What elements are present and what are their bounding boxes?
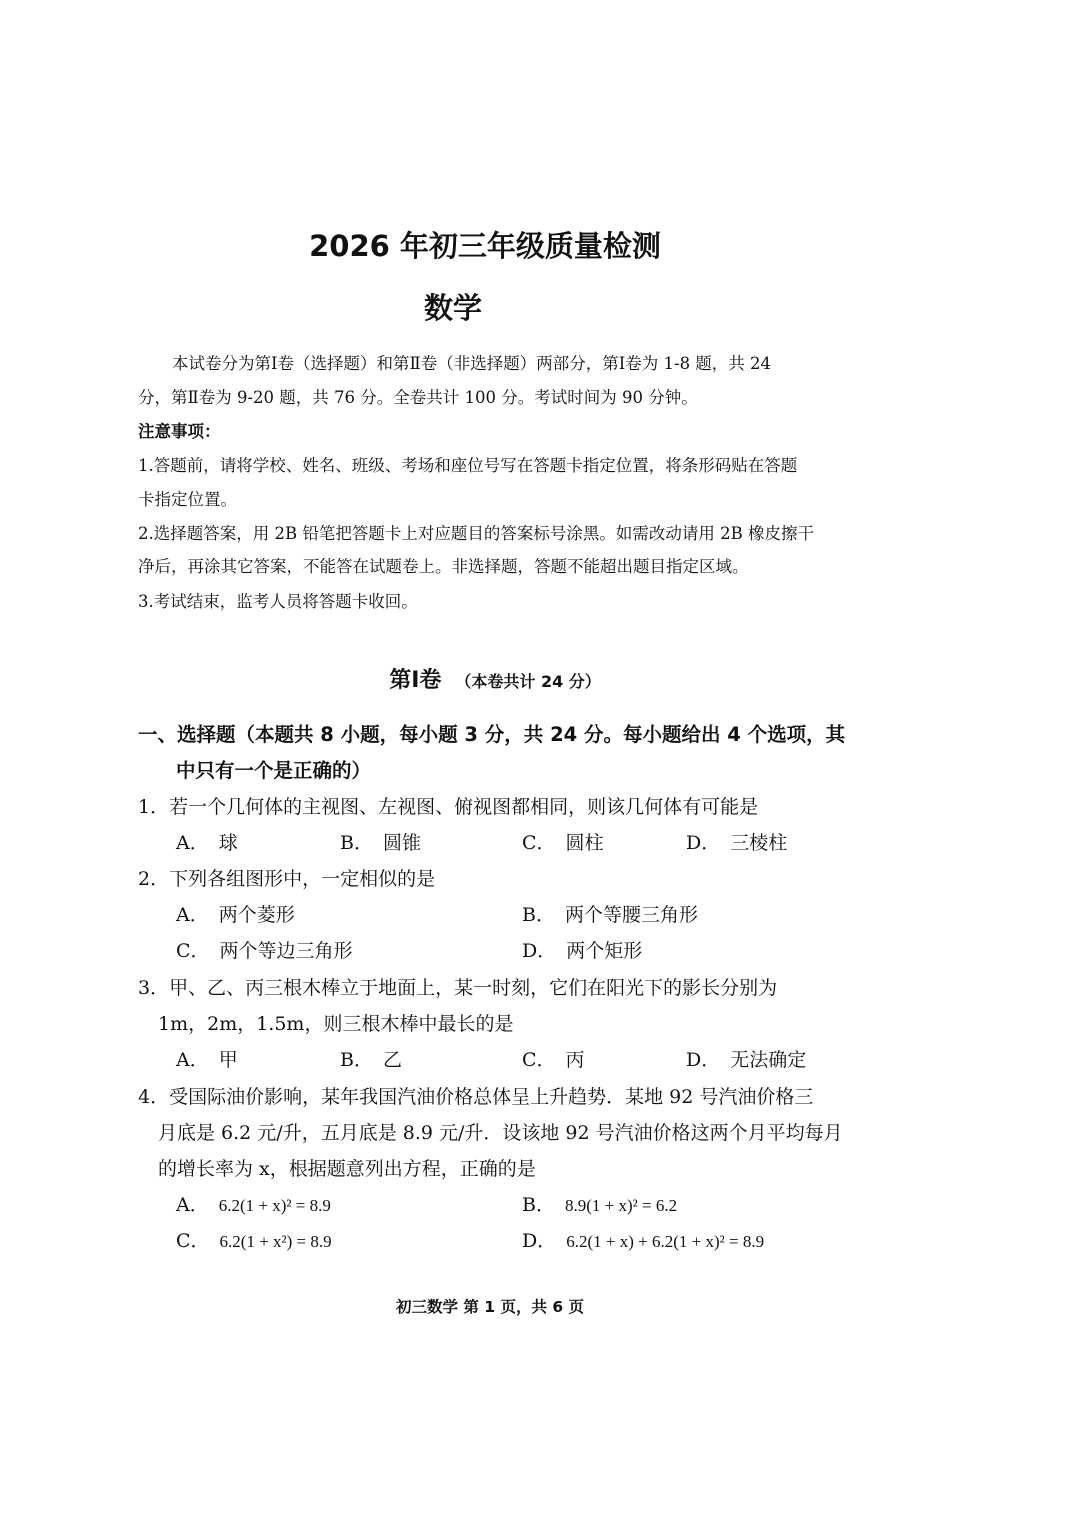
notice-line: 净后，再涂其它答案，不能答在试题卷上。非选择题，答题不能超出题目指定区域。 — [138, 557, 749, 576]
q4-option-b — [522, 1190, 677, 1217]
q4-option-a — [176, 1190, 331, 1217]
option-label: A． — [176, 1049, 209, 1071]
question-4-stem: 的增长率为 x，根据题意列出方程，正确的是 — [158, 1158, 536, 1180]
option-label: B． — [522, 1194, 555, 1216]
q2-option-d — [522, 936, 642, 963]
question-4-stem: 月底是 6.2 元/升，五月底是 8.9 元/升．设该地 92 号汽油价格这两个月平均每月 — [158, 1122, 843, 1144]
exam-title: 2026 年初三年级质量检测 — [309, 229, 661, 263]
option-label: D． — [522, 1230, 557, 1252]
option-label: B． — [340, 1049, 373, 1071]
option-text: 乙 — [382, 1049, 402, 1071]
option-label: B． — [522, 904, 555, 926]
question-3-stem: 3．甲、乙、丙三根木棒立于地面上，某一时刻，它们在阳光下的影长分别为 — [138, 977, 778, 999]
option-text: 三棱柱 — [730, 832, 788, 854]
option-label: A． — [176, 832, 209, 854]
q4-option-d — [522, 1226, 764, 1253]
option-label: B． — [340, 832, 373, 854]
option-text: 两个菱形 — [218, 904, 295, 926]
option-formula: 8.9(1 + x)² = 6.2 — [564, 1196, 678, 1215]
notice-line: 2.选择题答案，用 2B 铅笔把答题卡上对应题目的答案标号涂黑。如需改动请用 2B 橡皮擦干 — [138, 524, 814, 543]
section-heading — [0, 663, 990, 694]
question-3-stem: 1m，2m，1.5m，则三根木棒中最长的是 — [158, 1013, 514, 1035]
option-text: 圆锥 — [382, 832, 421, 854]
q1-option-c — [522, 828, 604, 855]
q2-option-c — [176, 936, 353, 963]
q3-option-a — [176, 1045, 238, 1072]
option-text: 无法确定 — [730, 1049, 807, 1071]
option-label: A． — [176, 904, 209, 926]
q3-option-b — [340, 1045, 402, 1072]
notice-line: 卡指定位置。 — [138, 490, 237, 509]
option-label: C． — [522, 1049, 556, 1071]
option-label: D． — [686, 1049, 721, 1071]
option-label: A． — [176, 1194, 209, 1216]
option-text: 球 — [218, 832, 238, 854]
option-label: D． — [522, 940, 557, 962]
option-text: 丙 — [565, 1049, 585, 1071]
notice-line: 3.考试结束，监考人员将答题卡收回。 — [138, 592, 418, 611]
q1-option-a — [176, 828, 238, 855]
option-label: C． — [522, 832, 556, 854]
option-text: 两个等腰三角形 — [564, 904, 698, 926]
option-formula: 6.2(1 + x) + 6.2(1 + x)² = 8.9 — [566, 1232, 765, 1251]
option-text: 甲 — [218, 1049, 238, 1071]
part-heading-line-2: 中只有一个是正确的） — [176, 759, 372, 782]
option-formula: 6.2(1 + x²) = 8.9 — [219, 1232, 332, 1251]
subject-title: 数学 — [423, 291, 482, 325]
question-4-stem: 4．受国际油价影响，某年我国汽油价格总体呈上升趋势．某地 92 号汽油价格三 — [138, 1086, 814, 1108]
q3-option-d — [686, 1045, 806, 1072]
option-text: 两个矩形 — [566, 940, 643, 962]
q3-option-c — [522, 1045, 585, 1072]
q4-option-c — [176, 1226, 332, 1253]
option-text: 两个等边三角形 — [219, 940, 353, 962]
option-label: C． — [176, 1230, 210, 1252]
section-title: 第Ⅰ卷 — [389, 668, 442, 693]
question-2-stem: 2．下列各组图形中，一定相似的是 — [138, 868, 436, 890]
section-subtitle: （本卷共计 24 分） — [455, 672, 601, 691]
page-footer: 初三数学 第 1 页，共 6 页 — [395, 1298, 585, 1316]
option-formula: 6.2(1 + x)² = 8.9 — [218, 1196, 331, 1215]
option-label: D． — [686, 832, 721, 854]
q2-option-b — [522, 900, 698, 927]
q2-option-a — [176, 900, 295, 927]
notice-heading: 注意事项： — [138, 422, 221, 441]
option-label: C． — [176, 940, 210, 962]
option-text: 圆柱 — [565, 832, 604, 854]
q1-option-d — [686, 828, 787, 855]
intro-line-1: 本试卷分为第Ⅰ卷（选择题）和第Ⅱ卷（非选择题）两部分，第Ⅰ卷为 1-8 题，共 24 — [172, 354, 772, 373]
notice-line: 1.答题前，请将学校、姓名、班级、考场和座位号写在答题卡指定位置，将条形码贴在答题 — [138, 456, 798, 475]
question-1-stem: 1．若一个几何体的主视图、左视图、俯视图都相同，则该几何体有可能是 — [138, 796, 759, 818]
q1-option-b — [340, 828, 421, 855]
intro-line-2: 分，第Ⅱ卷为 9-20 题，共 76 分。全卷共计 100 分。考试时间为 90 分钟。 — [138, 388, 698, 407]
part-heading-line-1: 一、选择题（本题共 8 小题，每小题 3 分，共 24 分。每小题给出 4 个选项，其 — [138, 723, 846, 746]
